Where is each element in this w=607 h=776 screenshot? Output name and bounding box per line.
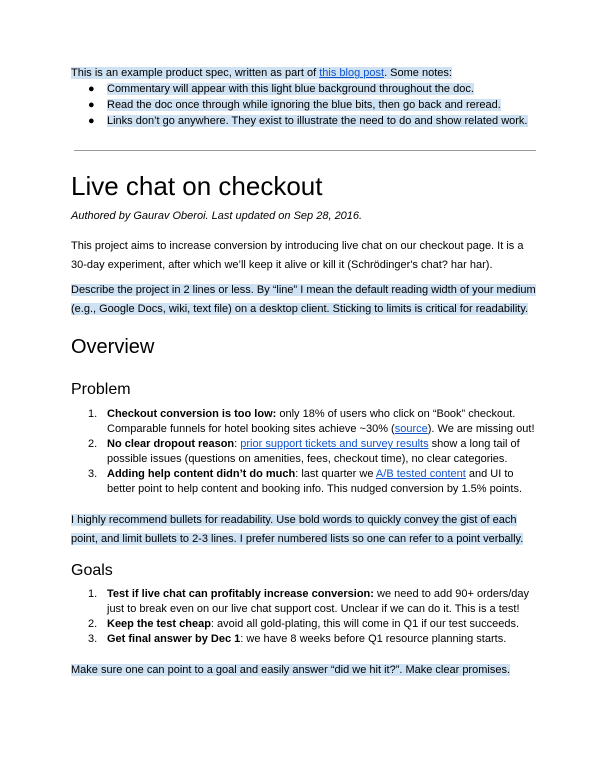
goal-item-2: 2. Keep the test cheap: avoid all gold-plating, this will come in Q1 if our test succeeds. — [88, 618, 520, 630]
note-bullet-3: ● Links don’t go anywhere. They exist to illustrate the need to do and show related work. — [88, 115, 528, 127]
bullet-icon: ● — [88, 83, 95, 95]
goal-item-3: 3. Get final answer by Dec 1: we have 8 weeks before Q1 resource planning starts. — [88, 633, 507, 645]
problem-heading: Problem — [71, 381, 131, 398]
horizontal-rule — [74, 150, 536, 151]
blog-post-link[interactable]: this blog post — [319, 67, 385, 79]
goals-list — [71, 587, 541, 647]
comment-goal-advice: Make sure one can point to a goal and easily answer “did we hit it?”. Make clear promises. — [71, 664, 510, 676]
ab-tested-content-link[interactable]: A/B tested content — [375, 468, 466, 480]
comment-line-definition: Describe the project in 2 lines or less. By “line” I mean the default reading width of your medium (e.g., Google Docs, wiki, text file) on a desktop client. Sticking to limits is critical for readability. — [71, 284, 536, 315]
goals-heading: Goals — [71, 562, 113, 579]
source-link[interactable]: source — [394, 423, 428, 435]
summary-paragraph: This project aims to increase conversion by introducing live chat on our checkout page. It is a 30-day experiment, after which we’ll keep it alive or kill it (Schrödinger's chat? har har). — [71, 240, 524, 271]
author-line: Authored by Gaurav Oberoi. Last updated on Sep 28, 2016. — [71, 210, 363, 222]
intro-notes — [71, 65, 528, 129]
support-tickets-link[interactable]: prior support tickets and survey results — [240, 438, 429, 450]
comment-bullets-advice: I highly recommend bullets for readability. Use bold words to quickly convey the gist of each point, and limit bullets to 2-3 lines. I prefer numbered lists so one can refer to a point verbally. — [71, 514, 524, 545]
problem-list — [71, 407, 541, 497]
problem-item-1: 1. Checkout conversion is too low: only 18% of users who click on “Book” checkout. Comparable funnels for hotel booking sites achieve ~30% (source). We are missing out! — [88, 408, 535, 435]
bullet-icon: ● — [88, 99, 95, 111]
note-bullet-1: ● Commentary will appear with this light blue background throughout the doc. — [88, 83, 474, 95]
problem-item-3: 3. Adding help content didn’t do much: last quarter we A/B tested content and UI to better point to help content and booking info. This nudged conversion by 1.5% points. — [88, 468, 523, 495]
page-title: Live chat on checkout — [71, 171, 323, 201]
intro-text: This is an example product spec, written as part of — [71, 67, 320, 79]
note-bullet-2: ● Read the doc once through while ignoring the blue bits, then go back and reread. — [88, 99, 501, 111]
intro-line — [71, 65, 528, 81]
problem-item-2: 2. No clear dropout reason: prior support tickets and survey results show a long tail of possible issues (questions on amenities, fees, checkout time), no clear categories. — [88, 438, 520, 465]
bullet-icon: ● — [88, 115, 95, 127]
overview-heading: Overview — [71, 336, 155, 358]
intro-text-after: . Some notes: — [384, 67, 452, 79]
goal-item-1: 1. Test if live chat can profitably increase conversion: we need to add 90+ orders/day just to break even on our live chat support cost. Unclear if we can do it. This is a test! — [88, 588, 529, 615]
